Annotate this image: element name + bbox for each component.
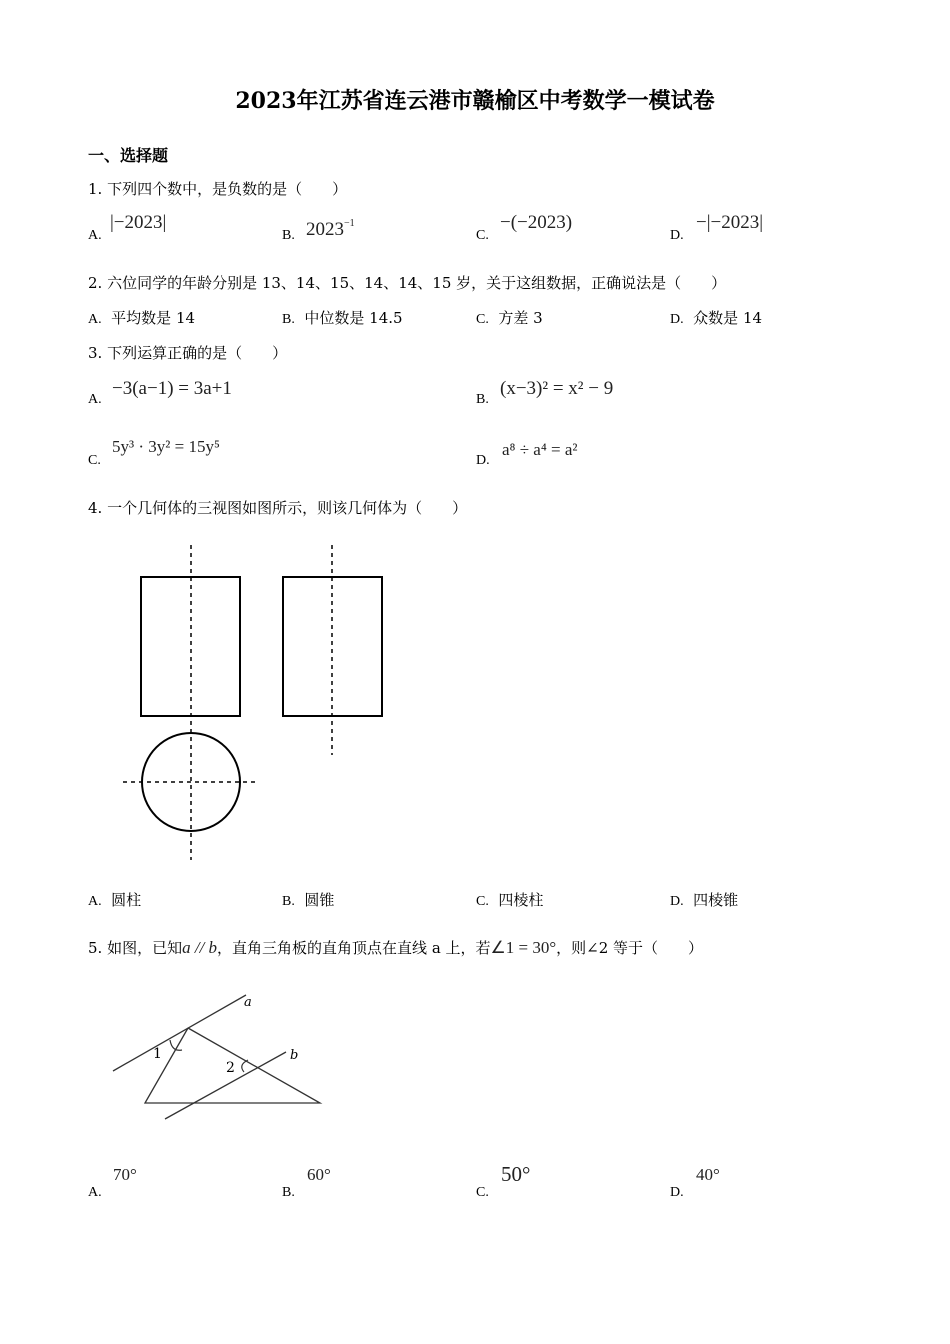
q5-option-c-label: C. — [476, 1185, 489, 1200]
q3-option-d-label: D. — [476, 453, 490, 468]
q4-option-c: C. 四棱柱 — [476, 891, 544, 909]
section-heading: 一、选择题 — [88, 146, 169, 165]
q3-option-c-expr: 5y³ · 3y² = 15y⁵ — [112, 437, 220, 456]
label-angle-1: 1 — [153, 1046, 162, 1062]
q2-option-c: C. 方差 3 — [476, 309, 543, 327]
label-line-b: b — [290, 1048, 299, 1063]
front-view-rect — [141, 577, 240, 716]
q5-option-b-label: B. — [282, 1185, 295, 1200]
q5-option-b-value: 60° — [307, 1165, 331, 1184]
q1-option-c-expr: −(−2023) — [500, 212, 573, 233]
page-title: 2023年江苏省连云港市赣榆区中考数学一模试卷 — [235, 88, 715, 114]
q4-option-b: B. 圆锥 — [282, 891, 335, 909]
q5-option-a-value: 70° — [113, 1165, 137, 1184]
q1-option-a-label: A. — [88, 228, 102, 243]
question-2-stem: 2. 六位同学的年龄分别是 13、14、15、14、14、15 岁，关于这组数据，正确说法是（ ） — [88, 274, 727, 292]
label-line-a: a — [244, 995, 252, 1010]
q3-option-a-expr: −3(a−1) = 3a+1 — [112, 378, 232, 399]
q5-option-c-value: 50° — [501, 1162, 531, 1186]
q1-option-b-expr: $2023^{-1}$ — [306, 218, 355, 240]
q3-option-b-label: B. — [476, 392, 489, 407]
q2-option-d: D. 众数是 14 — [670, 309, 763, 327]
q1-option-a-expr: |−2023| — [110, 212, 167, 233]
question-1-stem: 1. 下列四个数中，是负数的是（ ） — [88, 180, 348, 198]
q2-option-b: B. 中位数是 14.5 — [282, 309, 403, 327]
q1-option-d-expr: −|−2023| — [696, 212, 764, 233]
q2-option-a: A. 平均数是 14 — [88, 309, 196, 327]
side-view-rect — [283, 577, 382, 716]
q3-option-d-expr: a⁸ ÷ a⁴ = a² — [502, 440, 578, 459]
q4-option-a: A. 圆柱 — [88, 891, 142, 909]
q1-option-d-label: D. — [670, 228, 684, 243]
q3-option-b-expr: (x−3)² = x² − 9 — [500, 378, 614, 399]
q5-option-d-value: 40° — [696, 1165, 720, 1184]
q1-option-c-label: C. — [476, 228, 489, 243]
q3-option-a-label: A. — [88, 392, 102, 407]
question-4-stem: 4. 一个几何体的三视图如图所示，则该几何体为（ ） — [88, 499, 468, 517]
q4-option-d: D. 四棱锥 — [670, 891, 739, 909]
q1-option-b-label: B. — [282, 228, 295, 243]
question-5-stem: 5. 如图，已知a // b，直角三角板的直角顶点在直线 a 上，若∠1 = 30°，则∠2 等于（ ） — [88, 938, 704, 957]
q5-option-a-label: A. — [88, 1185, 102, 1200]
q5-option-d-label: D. — [670, 1185, 684, 1200]
label-angle-2: 2 — [226, 1060, 235, 1076]
question-3-stem: 3. 下列运算正确的是（ ） — [88, 344, 288, 362]
q3-option-c-label: C. — [88, 453, 101, 468]
